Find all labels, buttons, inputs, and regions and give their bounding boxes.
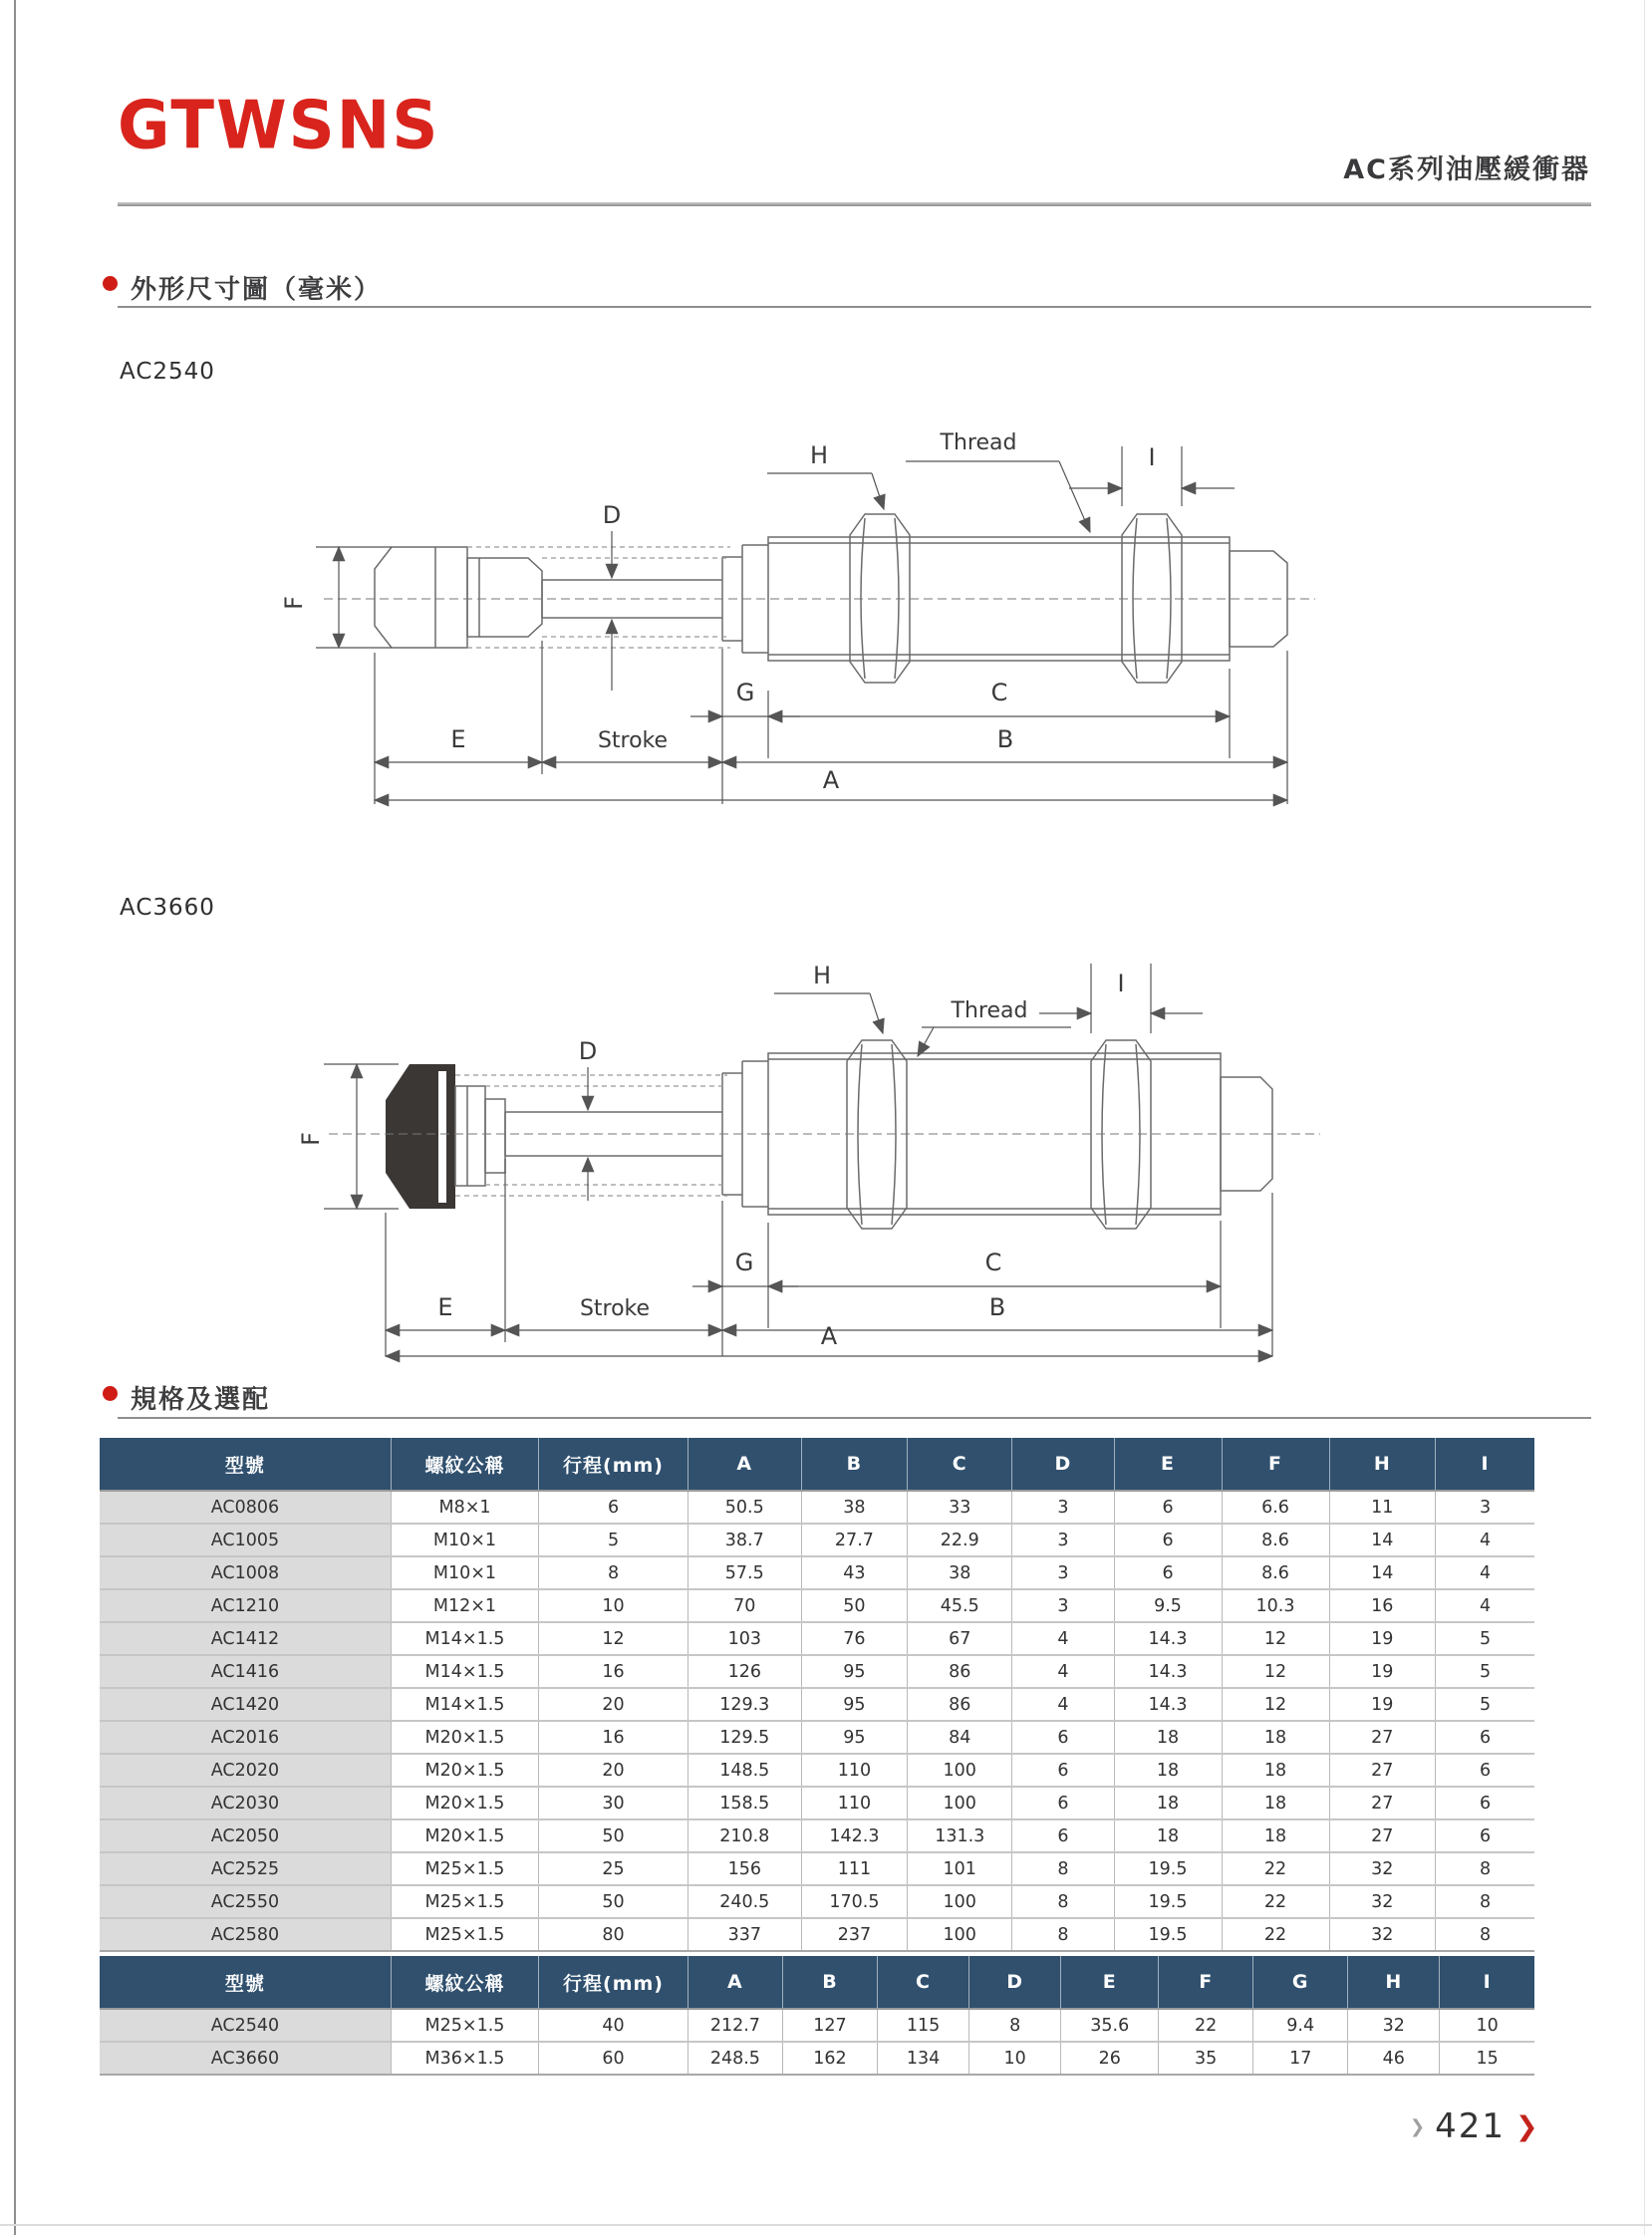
stroke-label: Stroke bbox=[579, 1296, 651, 1321]
table-cell: 6 bbox=[1436, 1787, 1534, 1819]
table-cell: 95 bbox=[801, 1655, 908, 1688]
series-title: AC系列油壓緩衝器 bbox=[1343, 154, 1590, 185]
table-cell: 18 bbox=[1222, 1754, 1329, 1787]
table-cell: 5 bbox=[1436, 1622, 1534, 1655]
table-cell: 110 bbox=[801, 1787, 908, 1819]
table-cell: M20×1.5 bbox=[391, 1819, 538, 1852]
column-header: H bbox=[1329, 1438, 1436, 1491]
table-cell: 5 bbox=[1436, 1688, 1534, 1721]
table-cell: 248.5 bbox=[688, 2042, 782, 2075]
model-cell: AC1412 bbox=[100, 1622, 391, 1655]
table-row bbox=[100, 1819, 1534, 1852]
column-header: B bbox=[782, 1956, 877, 2009]
table-cell: 50 bbox=[539, 1885, 688, 1918]
model-cell: AC0806 bbox=[100, 1491, 391, 1524]
table-cell: 110 bbox=[801, 1754, 908, 1787]
column-header: F bbox=[1159, 1956, 1253, 2009]
table-cell: 8 bbox=[1436, 1885, 1534, 1918]
table-cell: M36×1.5 bbox=[391, 2042, 538, 2075]
model-cell: AC2580 bbox=[100, 1918, 391, 1951]
model-cell: AC1005 bbox=[100, 1524, 391, 1556]
table-row bbox=[100, 1655, 1534, 1688]
header-row bbox=[100, 1438, 1534, 1491]
table-cell: 22.9 bbox=[908, 1524, 1012, 1556]
table-cell: 17 bbox=[1253, 2042, 1348, 2075]
table-row bbox=[100, 1524, 1534, 1556]
table-cell: 100 bbox=[908, 1787, 1012, 1819]
dim-label-a: A bbox=[820, 1322, 838, 1350]
dim-label-d: D bbox=[578, 1037, 598, 1065]
table-cell: 6.6 bbox=[1222, 1491, 1329, 1524]
table-cell: 6 bbox=[1012, 1819, 1114, 1852]
table-cell: 19 bbox=[1329, 1622, 1436, 1655]
table-cell: 86 bbox=[908, 1688, 1012, 1721]
dim-label-a: A bbox=[822, 766, 840, 794]
chevron-right-red-icon: ❯ bbox=[1515, 2110, 1538, 2142]
table-cell: 18 bbox=[1114, 1787, 1222, 1819]
table-cell: 26 bbox=[1061, 2042, 1159, 2075]
table-cell: 6 bbox=[539, 1491, 688, 1524]
table-cell: 134 bbox=[877, 2042, 968, 2075]
table-cell: 100 bbox=[908, 1885, 1012, 1918]
table-cell: 20 bbox=[539, 1688, 688, 1721]
dim-label-d: D bbox=[602, 501, 622, 529]
table-row bbox=[100, 1491, 1534, 1524]
table-cell: 10.3 bbox=[1222, 1589, 1329, 1622]
model-cell: AC2020 bbox=[100, 1754, 391, 1787]
table-cell: 4 bbox=[1012, 1688, 1114, 1721]
table-cell: 170.5 bbox=[801, 1885, 908, 1918]
table-cell: 10 bbox=[969, 2042, 1061, 2075]
table-cell: 15 bbox=[1440, 2042, 1534, 2075]
table-cell: 129.3 bbox=[688, 1688, 801, 1721]
table-row bbox=[100, 1852, 1534, 1885]
table-cell: 8.6 bbox=[1222, 1524, 1329, 1556]
table-row bbox=[100, 1918, 1534, 1951]
table-cell: 27 bbox=[1329, 1819, 1436, 1852]
model-cell: AC2030 bbox=[100, 1787, 391, 1819]
column-header: D bbox=[969, 1956, 1061, 2009]
table-cell: 4 bbox=[1436, 1589, 1534, 1622]
red-bullet-icon bbox=[103, 1386, 118, 1401]
model-label-ac2540: AC2540 bbox=[120, 359, 215, 385]
page-left-edge bbox=[14, 0, 16, 2235]
table-cell: 12 bbox=[1222, 1655, 1329, 1688]
table-cell: 14.3 bbox=[1114, 1688, 1222, 1721]
table-cell: 3 bbox=[1012, 1491, 1114, 1524]
table-cell: 12 bbox=[1222, 1688, 1329, 1721]
table-row bbox=[100, 1622, 1534, 1655]
table-cell: 4 bbox=[1436, 1556, 1534, 1589]
thread-label: Thread bbox=[951, 998, 1028, 1023]
table-cell: 16 bbox=[1329, 1589, 1436, 1622]
model-label-ac3660: AC3660 bbox=[120, 895, 215, 921]
table-cell: 84 bbox=[908, 1721, 1012, 1754]
model-cell: AC3660 bbox=[100, 2042, 391, 2075]
dim-label-h: H bbox=[812, 962, 832, 989]
table-cell: 3 bbox=[1012, 1589, 1114, 1622]
column-header: 型號 bbox=[100, 1956, 391, 2009]
table-cell: 18 bbox=[1114, 1721, 1222, 1754]
table-cell: 46 bbox=[1348, 2042, 1440, 2075]
table-cell: 50 bbox=[801, 1589, 908, 1622]
table-row bbox=[100, 1721, 1534, 1754]
table-cell: 18 bbox=[1114, 1754, 1222, 1787]
table-cell: 8 bbox=[969, 2009, 1061, 2042]
table-cell: 8 bbox=[1012, 1852, 1114, 1885]
table-cell: 6 bbox=[1114, 1491, 1222, 1524]
spec-table-large-models bbox=[100, 1956, 1534, 2076]
table-cell: 27 bbox=[1329, 1721, 1436, 1754]
spec-table-1 bbox=[100, 1438, 1534, 1952]
model-cell: AC2050 bbox=[100, 1819, 391, 1852]
table-cell: 25 bbox=[539, 1852, 688, 1885]
section-underline bbox=[118, 1417, 1591, 1419]
table-cell: 18 bbox=[1222, 1787, 1329, 1819]
table-cell: 111 bbox=[801, 1852, 908, 1885]
table-cell: 95 bbox=[801, 1721, 908, 1754]
table-cell: 6 bbox=[1436, 1754, 1534, 1787]
table-row bbox=[100, 1556, 1534, 1589]
column-header: 型號 bbox=[100, 1438, 391, 1491]
table-cell: 18 bbox=[1222, 1721, 1329, 1754]
table-cell: 22 bbox=[1222, 1852, 1329, 1885]
table-cell: M25×1.5 bbox=[391, 1918, 538, 1951]
table-cell: 4 bbox=[1436, 1524, 1534, 1556]
table-cell: 237 bbox=[801, 1918, 908, 1951]
table-cell: 6 bbox=[1436, 1819, 1534, 1852]
table-cell: 126 bbox=[688, 1655, 801, 1688]
column-header: A bbox=[688, 1956, 782, 2009]
column-header: 行程(mm) bbox=[539, 1956, 688, 2009]
table-cell: 76 bbox=[801, 1622, 908, 1655]
table-cell: 158.5 bbox=[688, 1787, 801, 1819]
spec-table-small-models bbox=[100, 1438, 1534, 1952]
column-header: E bbox=[1114, 1438, 1222, 1491]
table-cell: 19 bbox=[1329, 1688, 1436, 1721]
column-header: G bbox=[1253, 1956, 1348, 2009]
column-header: A bbox=[688, 1438, 801, 1491]
table-cell: 18 bbox=[1222, 1819, 1329, 1852]
column-header: I bbox=[1436, 1438, 1534, 1491]
dim-label-c: C bbox=[984, 1249, 1002, 1276]
table-cell: 8 bbox=[1436, 1852, 1534, 1885]
dim-label-b: B bbox=[996, 725, 1014, 753]
table-cell: 22 bbox=[1159, 2009, 1253, 2042]
table-cell: 8.6 bbox=[1222, 1556, 1329, 1589]
page-right-edge bbox=[1644, 0, 1645, 2235]
table-row bbox=[100, 1885, 1534, 1918]
dim-label-e: E bbox=[450, 725, 466, 753]
table-cell: 100 bbox=[908, 1918, 1012, 1951]
table-cell: 22 bbox=[1222, 1918, 1329, 1951]
thread-label: Thread bbox=[940, 430, 1017, 455]
column-header: C bbox=[908, 1438, 1012, 1491]
stroke-label: Stroke bbox=[597, 728, 669, 753]
column-header: H bbox=[1348, 1956, 1440, 2009]
table-cell: M8×1 bbox=[391, 1491, 538, 1524]
brand-logo: GTWSNS bbox=[118, 88, 440, 164]
table-cell: 16 bbox=[539, 1721, 688, 1754]
table-cell: 32 bbox=[1329, 1918, 1436, 1951]
dim-label-e: E bbox=[437, 1293, 453, 1321]
table-cell: M14×1.5 bbox=[391, 1655, 538, 1688]
table-cell: 32 bbox=[1329, 1852, 1436, 1885]
header-rule bbox=[118, 202, 1591, 206]
model-cell: AC2525 bbox=[100, 1852, 391, 1885]
column-header: D bbox=[1012, 1438, 1114, 1491]
column-header: 螺紋公稱 bbox=[391, 1438, 538, 1491]
table-cell: M12×1 bbox=[391, 1589, 538, 1622]
table-row bbox=[100, 1589, 1534, 1622]
table-cell: 6 bbox=[1114, 1524, 1222, 1556]
table-cell: 115 bbox=[877, 2009, 968, 2042]
table-cell: 19.5 bbox=[1114, 1918, 1222, 1951]
table-cell: 38 bbox=[908, 1556, 1012, 1589]
table-cell: 6 bbox=[1012, 1754, 1114, 1787]
column-header: B bbox=[801, 1438, 908, 1491]
table-cell: 6 bbox=[1012, 1787, 1114, 1819]
table-cell: 14.3 bbox=[1114, 1655, 1222, 1688]
column-header: 行程(mm) bbox=[539, 1438, 688, 1491]
table-cell: 8 bbox=[1012, 1918, 1114, 1951]
table-cell: 32 bbox=[1329, 1885, 1436, 1918]
table-cell: 22 bbox=[1222, 1885, 1329, 1918]
table-cell: 19 bbox=[1329, 1655, 1436, 1688]
table-cell: 14 bbox=[1329, 1556, 1436, 1589]
dim-label-f: F bbox=[297, 1132, 325, 1146]
table-cell: 129.5 bbox=[688, 1721, 801, 1754]
dim-label-g: G bbox=[735, 679, 755, 706]
model-cell: AC2016 bbox=[100, 1721, 391, 1754]
table-cell: M14×1.5 bbox=[391, 1688, 538, 1721]
dim-label-i: I bbox=[1148, 443, 1156, 471]
column-header: C bbox=[877, 1956, 968, 2009]
table-cell: 6 bbox=[1012, 1721, 1114, 1754]
table-cell: 27.7 bbox=[801, 1524, 908, 1556]
dimension-diagram-ac2540 bbox=[224, 392, 1380, 820]
table-cell: 4 bbox=[1012, 1622, 1114, 1655]
table-row bbox=[100, 1688, 1534, 1721]
table-cell: 50.5 bbox=[688, 1491, 801, 1524]
table-cell: M10×1 bbox=[391, 1524, 538, 1556]
dim-label-f: F bbox=[280, 596, 308, 610]
table-cell: 101 bbox=[908, 1852, 1012, 1885]
model-cell: AC1416 bbox=[100, 1655, 391, 1688]
table-cell: 35.6 bbox=[1061, 2009, 1159, 2042]
section-dimensions-title: 外形尺寸圖（毫米） bbox=[131, 275, 383, 305]
table-cell: M20×1.5 bbox=[391, 1721, 538, 1754]
table-cell: 10 bbox=[539, 1589, 688, 1622]
dim-label-g: G bbox=[734, 1249, 754, 1276]
table-cell: 14.3 bbox=[1114, 1622, 1222, 1655]
table-cell: 162 bbox=[782, 2042, 877, 2075]
table-cell: M25×1.5 bbox=[391, 2009, 538, 2042]
table-cell: M25×1.5 bbox=[391, 1885, 538, 1918]
table-cell: 30 bbox=[539, 1787, 688, 1819]
table-cell: 27 bbox=[1329, 1754, 1436, 1787]
dim-label-c: C bbox=[990, 679, 1008, 706]
table-cell: 156 bbox=[688, 1852, 801, 1885]
page-number: 421 bbox=[1435, 2106, 1506, 2146]
model-cell: AC2550 bbox=[100, 1885, 391, 1918]
table-cell: M20×1.5 bbox=[391, 1787, 538, 1819]
table-cell: 100 bbox=[908, 1754, 1012, 1787]
table-cell: 6 bbox=[1114, 1556, 1222, 1589]
table-cell: 40 bbox=[539, 2009, 688, 2042]
column-header: 螺紋公稱 bbox=[391, 1956, 538, 2009]
dim-label-i: I bbox=[1117, 970, 1125, 997]
table-cell: M20×1.5 bbox=[391, 1754, 538, 1787]
table-cell: 8 bbox=[539, 1556, 688, 1589]
table-cell: 9.4 bbox=[1253, 2009, 1348, 2042]
page-number-block bbox=[1410, 2104, 1589, 2148]
table-row bbox=[100, 2042, 1534, 2075]
table-cell: 5 bbox=[1436, 1655, 1534, 1688]
table-cell: 86 bbox=[908, 1655, 1012, 1688]
table-cell: 32 bbox=[1348, 2009, 1440, 2042]
table-row bbox=[100, 2009, 1534, 2042]
dim-label-b: B bbox=[988, 1293, 1006, 1321]
table-cell: 9.5 bbox=[1114, 1589, 1222, 1622]
table-cell: 50 bbox=[539, 1819, 688, 1852]
table-cell: 14 bbox=[1329, 1524, 1436, 1556]
table-cell: 80 bbox=[539, 1918, 688, 1951]
table-cell: 12 bbox=[1222, 1622, 1329, 1655]
table-cell: 33 bbox=[908, 1491, 1012, 1524]
model-cell: AC1008 bbox=[100, 1556, 391, 1589]
table-cell: 6 bbox=[1436, 1721, 1534, 1754]
section-specs-title: 規格及選配 bbox=[131, 1385, 271, 1415]
table-cell: 57.5 bbox=[688, 1556, 801, 1589]
table-cell: 5 bbox=[539, 1524, 688, 1556]
table-cell: 60 bbox=[539, 2042, 688, 2075]
model-cell: AC2540 bbox=[100, 2009, 391, 2042]
column-header: I bbox=[1440, 1956, 1534, 2009]
table-cell: 4 bbox=[1012, 1655, 1114, 1688]
table-cell: 3 bbox=[1012, 1524, 1114, 1556]
table-cell: M25×1.5 bbox=[391, 1852, 538, 1885]
page-bottom-edge bbox=[0, 2224, 1652, 2226]
table-cell: 12 bbox=[539, 1622, 688, 1655]
table-cell: 18 bbox=[1114, 1819, 1222, 1852]
table-cell: 103 bbox=[688, 1622, 801, 1655]
table-cell: M10×1 bbox=[391, 1556, 538, 1589]
table-cell: 210.8 bbox=[688, 1819, 801, 1852]
table-cell: 20 bbox=[539, 1754, 688, 1787]
table-cell: 38 bbox=[801, 1491, 908, 1524]
table-cell: 11 bbox=[1329, 1491, 1436, 1524]
table-cell: 337 bbox=[688, 1918, 801, 1951]
chevron-right-gray-icon: ❯ bbox=[1410, 2115, 1426, 2137]
table-cell: 240.5 bbox=[688, 1885, 801, 1918]
header-row bbox=[100, 1956, 1534, 2009]
table-cell: 8 bbox=[1436, 1918, 1534, 1951]
table-cell: 212.7 bbox=[688, 2009, 782, 2042]
column-header: E bbox=[1061, 1956, 1159, 2009]
table-cell: 10 bbox=[1440, 2009, 1534, 2042]
table-cell: 142.3 bbox=[801, 1819, 908, 1852]
table-cell: 19.5 bbox=[1114, 1885, 1222, 1918]
table-cell: 8 bbox=[1012, 1885, 1114, 1918]
dim-label-h: H bbox=[809, 441, 829, 469]
table-cell: 127 bbox=[782, 2009, 877, 2042]
table-cell: 45.5 bbox=[908, 1589, 1012, 1622]
table-cell: 19.5 bbox=[1114, 1852, 1222, 1885]
table-cell: 67 bbox=[908, 1622, 1012, 1655]
table-cell: 27 bbox=[1329, 1787, 1436, 1819]
dimension-diagram-ac3660 bbox=[224, 902, 1380, 1370]
column-header: F bbox=[1222, 1438, 1329, 1491]
table-cell: 95 bbox=[801, 1688, 908, 1721]
table-cell: 3 bbox=[1012, 1556, 1114, 1589]
table-row bbox=[100, 1754, 1534, 1787]
table-cell: 35 bbox=[1159, 2042, 1253, 2075]
table-cell: 3 bbox=[1436, 1491, 1534, 1524]
model-cell: AC1210 bbox=[100, 1589, 391, 1622]
table-row bbox=[100, 1787, 1534, 1819]
table-cell: M14×1.5 bbox=[391, 1622, 538, 1655]
spec-table-2 bbox=[100, 1956, 1534, 2076]
table-cell: 131.3 bbox=[908, 1819, 1012, 1852]
table-cell: 70 bbox=[688, 1589, 801, 1622]
table-cell: 16 bbox=[539, 1655, 688, 1688]
model-cell: AC1420 bbox=[100, 1688, 391, 1721]
red-bullet-icon bbox=[103, 276, 118, 291]
table-cell: 43 bbox=[801, 1556, 908, 1589]
section-underline bbox=[118, 306, 1591, 308]
table-cell: 38.7 bbox=[688, 1524, 801, 1556]
table-cell: 148.5 bbox=[688, 1754, 801, 1787]
